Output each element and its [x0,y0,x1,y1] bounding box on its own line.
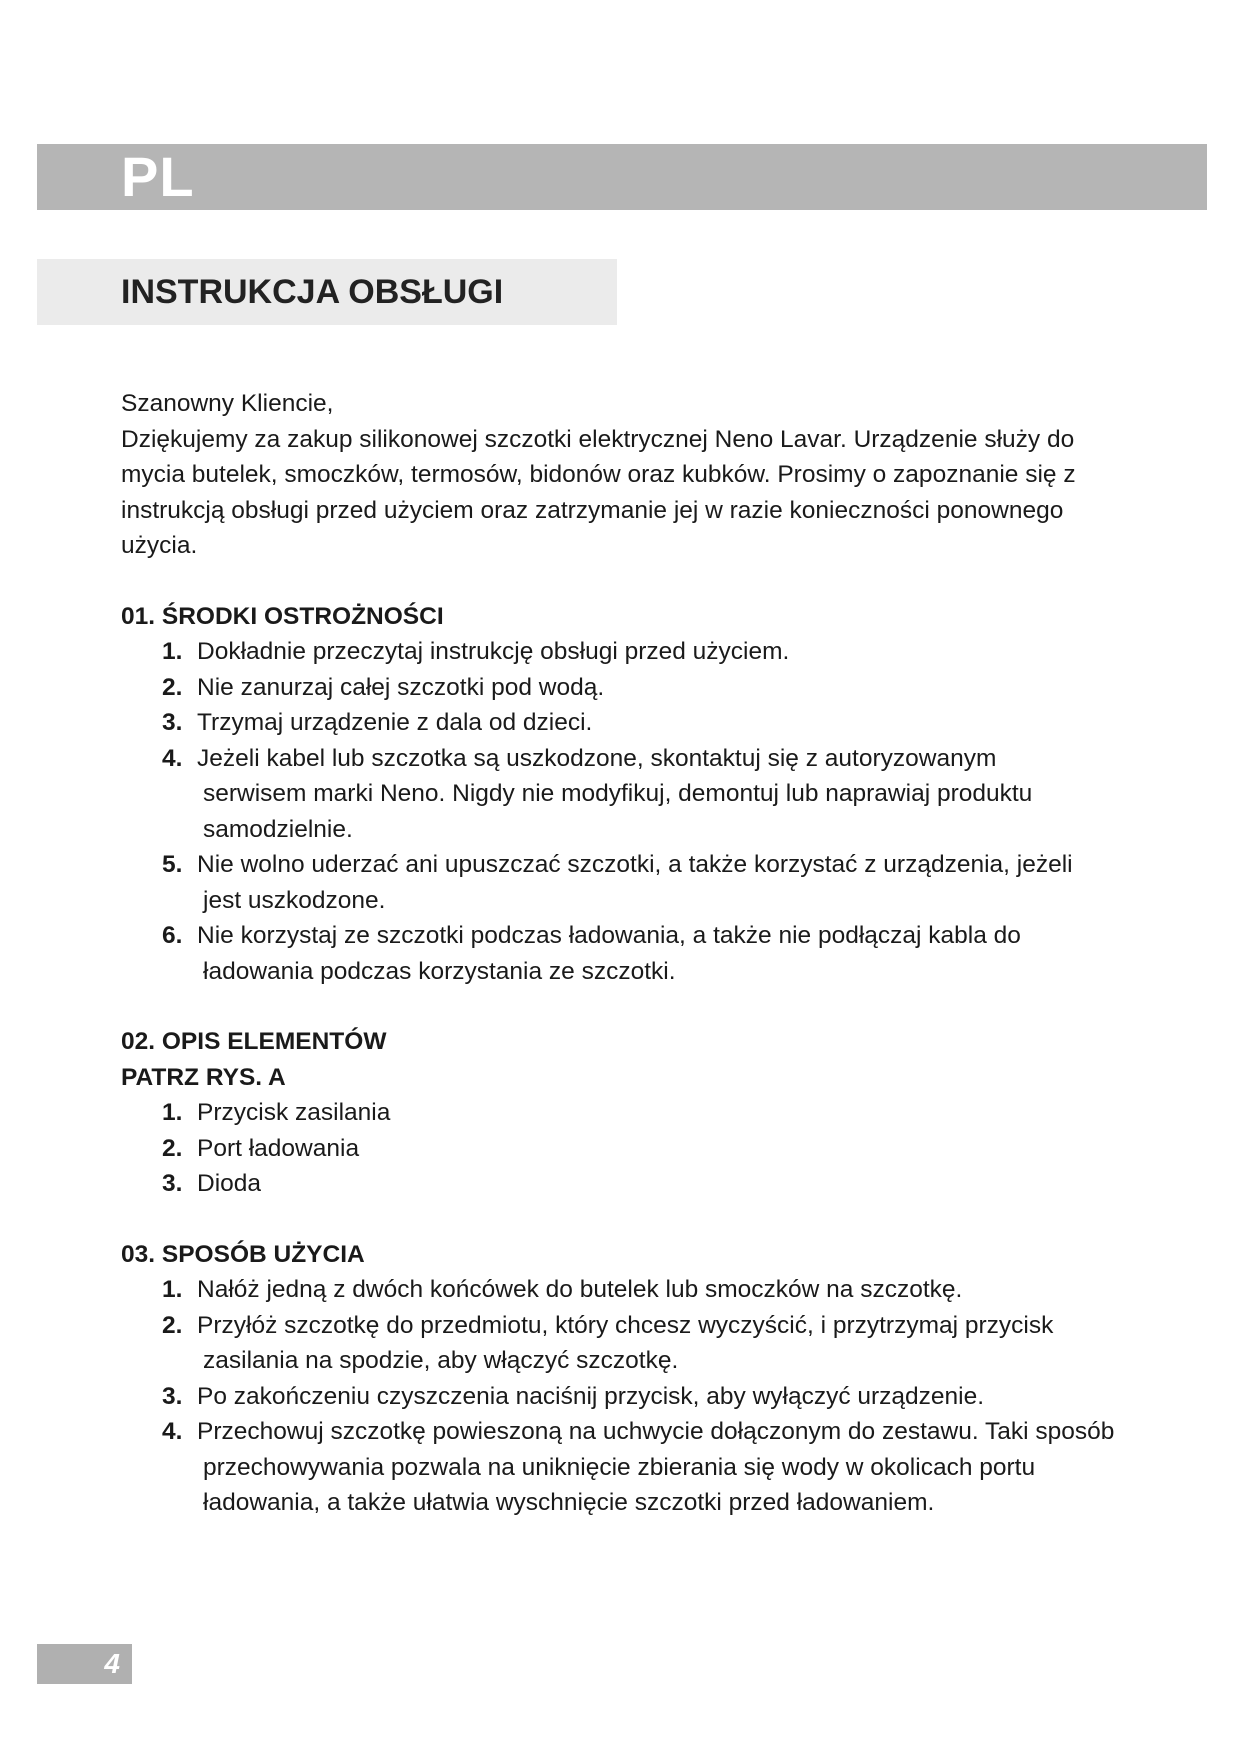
list-item [121,705,1141,741]
item-number: 3. [162,709,183,736]
greeting: Szanowny Kliencie, [121,390,334,417]
page-title: INSTRUKCJA OBSŁUGI [121,273,504,311]
page-number: 4 [104,1648,120,1679]
item-text: Nie zanurzaj całej szczotki pod wodą. [197,673,605,701]
section-heading: 03. SPOSÓB UŻYCIA [121,1240,365,1268]
list-item [121,1379,1141,1415]
list-item [121,634,1141,670]
item-number: 4. [162,1418,183,1445]
item-number: 3. [162,1170,183,1197]
section-components [121,1024,1141,1202]
item-text: Jeżeli kabel lub szczotka są uszkodzone, skontaktuj się z autoryzowanym serwisem marki Neno. Nigdy nie modyfikuj, demontuj lub naprawiaj produktu samodzielnie. [197,744,1033,843]
list-item [121,1272,1141,1308]
item-text: Po zakończeniu czyszczenia naciśnij przycisk, aby wyłączyć urządzenie. [197,1382,985,1410]
item-number: 1. [162,1276,183,1303]
section-subheading: PATRZ RYS. A [121,1063,286,1091]
precautions-list [121,634,1141,989]
item-text: Port ładowania [197,1134,360,1162]
list-item [121,1095,1141,1131]
item-number: 1. [162,638,183,665]
components-list [121,1095,1141,1202]
document-body [121,386,1141,1521]
page-title-box [37,259,617,325]
item-number: 5. [162,851,183,878]
list-item [121,1308,1113,1379]
item-text: Przycisk zasilania [197,1099,391,1126]
item-number: 6. [162,922,183,949]
page-number-badge [37,1644,132,1684]
item-text: Dokładnie przeczytaj instrukcję obsługi przed użyciem. [197,638,790,665]
item-text: Nie korzystaj ze szczotki podczas ładowania, a także nie podłączaj kabla do ładowania podczas korzystania ze szczotki. [197,922,1021,985]
section-usage [121,1237,1141,1521]
item-text: Nałóż jedną z dwóch końcówek do butelek lub smoczków na szczotkę. [197,1276,963,1303]
item-number: 2. [162,1311,183,1339]
list-item [121,1414,1153,1521]
item-number: 4. [162,744,183,772]
intro-paragraph: Dziękujemy za zakup silikonowej szczotki elektrycznej Neno Lavar. Urządzenie służy do mycia butelek, smoczków, termosów, bidonów oraz kubków. Prosimy o zapoznanie się z instrukcją obsługi przed użyciem oraz zatrzymanie jej w razie konieczności ponownego użycia. [121,425,1076,559]
list-item [121,847,1073,918]
list-item [121,918,1128,989]
section-heading: 02. OPIS ELEMENTÓW [121,1028,387,1055]
list-item [121,1131,1141,1167]
item-number: 3. [162,1382,183,1410]
list-item [121,741,1073,848]
item-text: Nie wolno uderzać ani upuszczać szczotki, a także korzystać z urządzenia, jeżeli jest uszkodzone. [197,851,1073,914]
usage-list [121,1272,1141,1521]
list-item [121,1166,1141,1202]
item-number: 2. [162,1134,183,1162]
intro [121,386,1141,564]
section-heading: 01. ŚRODKI OSTROŻNOŚCI [121,602,444,630]
item-text: Przyłóż szczotkę do przedmiotu, który chcesz wyczyścić, i przytrzymaj przycisk zasilania na spodzie, aby włączyć szczotkę. [197,1311,1054,1374]
language-bar [37,144,1207,210]
item-number: 2. [162,673,183,701]
section-precautions [121,599,1141,990]
item-number: 1. [162,1099,183,1126]
item-text: Przechowuj szczotkę powieszoną na uchwycie dołączonym do zestawu. Taki sposób przechowywania pozwala na uniknięcie zbierania się wody w okolicach portu ładowania, a także ułatwia wyschnięcie szczotki przed ładowaniem. [197,1418,1115,1516]
item-text: Dioda [197,1170,262,1197]
language-code: PL [121,145,195,208]
list-item [121,670,1141,706]
item-text: Trzymaj urządzenie z dala od dzieci. [197,709,593,736]
